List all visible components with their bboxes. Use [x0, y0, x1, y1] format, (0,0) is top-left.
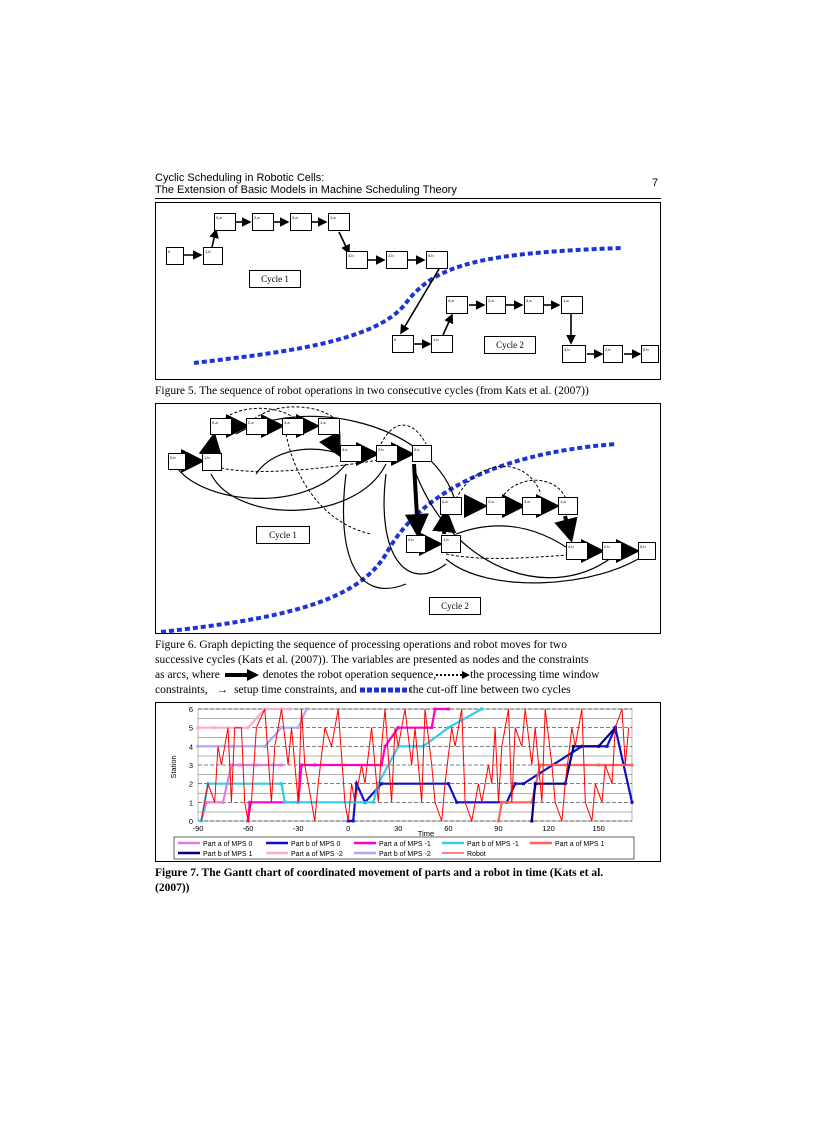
y-axis-label: Station — [169, 755, 178, 779]
series-point — [283, 801, 286, 804]
page-number: 7 — [652, 177, 659, 189]
series-point — [430, 726, 433, 729]
dotted-arrow-icon — [436, 670, 470, 680]
series-point — [313, 801, 316, 804]
series-point — [447, 726, 450, 729]
g-node-1a-c2: 1,a — [558, 497, 578, 515]
g-node-2a-c2: 2,a — [486, 497, 506, 515]
series-point — [597, 764, 600, 767]
legend-entry: Part a of MPS -2 — [291, 851, 343, 858]
node-0-c2: 0 — [392, 335, 414, 353]
legend-entry: Part b of MPS -1 — [467, 841, 519, 848]
g-node-5b-c2: 5,b — [638, 542, 656, 560]
cycle-1-label: Cycle 1 — [249, 270, 301, 288]
series-point — [230, 764, 233, 767]
g-node-2b-c2: 2,b — [602, 542, 622, 560]
series-point — [631, 801, 634, 804]
node-3a: 3,a — [290, 213, 312, 231]
series-point — [522, 782, 525, 785]
g-node-0a: 0,a — [210, 418, 232, 435]
running-title-line2: The Extension of Basic Models in Machine Scheduling Theory — [155, 184, 457, 196]
figure-6-caption-2: successive cycles (Kats et al. (2007)). The variables are presented as nodes and the constraints — [155, 654, 589, 666]
dashed-blue-line-icon — [360, 686, 410, 694]
caption-4c: the cut-off line between two cycles — [409, 684, 571, 696]
x-tick-label: 150 — [592, 824, 605, 833]
thin-arrow-icon: → — [216, 684, 229, 696]
series-point — [197, 745, 200, 748]
g-node-1a: 1,a — [318, 418, 340, 435]
cycle-2-label: Cycle 2 — [484, 336, 536, 354]
g-node-3a: 3,a — [282, 418, 304, 435]
node-2a-c2: 2,a — [486, 296, 506, 314]
node-1b-c2: 1,b — [431, 335, 453, 353]
series-point — [280, 726, 283, 729]
node-4b-c2: 4,b — [562, 345, 586, 363]
series-point — [455, 801, 458, 804]
series-point — [497, 820, 500, 823]
series-point — [263, 745, 266, 748]
gantt-chart — [156, 703, 660, 861]
g-node-0-c2: 0,b — [406, 535, 426, 553]
series-point — [434, 708, 437, 711]
series-line-4 — [499, 765, 633, 821]
legend-entry: Part b of MPS 1 — [203, 851, 253, 858]
series-point — [500, 801, 503, 804]
series-point — [313, 764, 316, 767]
g-node-1b-c2: 1,b — [441, 535, 461, 553]
series-point — [372, 801, 375, 804]
figure-5-caption: Figure 5. The sequence of robot operations in two consecutive cycles (from Kats et al. (2007)) — [155, 385, 589, 397]
caption-3b: denotes the robot operation sequence, — [262, 669, 437, 681]
caption-4a: constraints, — [155, 684, 208, 696]
series-point — [447, 782, 450, 785]
g-node-1b: 1,b — [202, 453, 222, 471]
figure-5 — [155, 202, 661, 380]
node-4b: 4,b — [346, 251, 368, 269]
figure-6-caption-3 — [155, 668, 675, 683]
caption-4b: setup time constraints, and — [234, 684, 357, 696]
figure-6-caption-4 — [155, 683, 675, 698]
y-tick-label: 2 — [188, 779, 193, 789]
series-point — [238, 764, 241, 767]
y-tick-label: 3 — [188, 761, 193, 770]
caption-3c: the processing time window — [470, 669, 600, 681]
caption-3a: as arcs, where — [155, 669, 220, 681]
series-point — [230, 745, 233, 748]
x-tick-label: 30 — [394, 824, 403, 833]
series-point — [213, 726, 216, 729]
node-0a: 0,a — [214, 213, 236, 231]
series-point — [514, 782, 517, 785]
series-point — [222, 801, 225, 804]
x-tick-label: 90 — [494, 824, 503, 833]
g-cycle-2-label: Cycle 2 — [429, 597, 481, 615]
series-point — [247, 726, 250, 729]
node-1a: 1,a — [328, 213, 350, 231]
series-line-6 — [198, 709, 290, 728]
node-0-start: 0 — [166, 247, 184, 265]
series-point — [305, 708, 308, 711]
series-point — [564, 764, 567, 767]
node-0a-c2: 0,a — [446, 296, 468, 314]
series-point — [288, 708, 291, 711]
g-node-0: 0,b — [168, 453, 186, 470]
y-tick-label: 6 — [188, 705, 193, 714]
g-node-5b: 5,b — [412, 445, 432, 462]
series-point — [255, 764, 258, 767]
legend-entry: Part a of MPS 0 — [203, 841, 253, 848]
node-1b: 1,b — [203, 247, 223, 265]
y-tick-label: 0 — [188, 817, 193, 826]
x-tick-label: 0 — [346, 824, 351, 833]
g-cycle-1-label: Cycle 1 — [256, 526, 310, 544]
series-point — [297, 726, 300, 729]
running-title-line1: Cyclic Scheduling in Robotic Cells: — [155, 172, 325, 184]
node-2a: 2,a — [252, 213, 274, 231]
node-5b: 5,b — [426, 251, 448, 269]
series-point — [530, 820, 533, 823]
x-tick-label: -60 — [242, 824, 254, 833]
node-1a-c2: 1,a — [561, 296, 583, 314]
g-node-3a-c2: 3,a — [522, 497, 542, 515]
y-tick-label: 5 — [188, 723, 193, 733]
x-tick-label: 60 — [444, 824, 453, 833]
g-node-2a: 2,a — [246, 418, 268, 435]
series-point — [280, 764, 283, 767]
figure-6-caption-1: Figure 6. Graph depicting the sequence of processing operations and robot moves for two — [155, 639, 567, 651]
header-rule — [155, 198, 661, 199]
series-point — [534, 782, 537, 785]
figure-7-caption-2: (2007)) — [155, 882, 190, 894]
y-tick-label: 1 — [188, 798, 193, 808]
series-point — [280, 782, 283, 785]
legend-entry: Part a of MPS -1 — [379, 841, 431, 848]
x-tick-label: 120 — [542, 824, 555, 833]
g-node-4b: 4,b — [340, 445, 362, 462]
figure-7 — [155, 702, 661, 862]
series-point — [197, 726, 200, 729]
g-node-4b-c2: 4,b — [566, 542, 588, 560]
figure-6 — [155, 403, 661, 634]
legend-entry: Part a of MPS 1 — [555, 841, 605, 848]
figure-6-graph — [156, 404, 660, 633]
figure-7-caption-1: Figure 7. The Gantt chart of coordinated movement of parts and a robot in time (Kats et al. — [155, 867, 604, 879]
series-point — [300, 764, 303, 767]
x-tick-label: -90 — [192, 824, 204, 833]
node-3a-c2: 3,a — [524, 296, 544, 314]
thick-arrow-icon — [225, 669, 261, 681]
series-point — [447, 708, 450, 711]
legend-entry: Robot — [467, 851, 486, 858]
series-point — [383, 745, 386, 748]
legend-entry: Part b of MPS 0 — [291, 841, 341, 848]
y-tick-label: 4 — [188, 742, 193, 752]
series-point — [597, 745, 600, 748]
x-tick-label: -30 — [292, 824, 304, 833]
series-point — [480, 708, 483, 711]
series-point — [380, 782, 383, 785]
legend-entry: Part b of MPS -2 — [379, 851, 431, 858]
node-2b-c2: 2,b — [603, 345, 623, 363]
series-point — [414, 745, 417, 748]
g-node-2b: 2,b — [376, 445, 398, 462]
node-2b: 2,b — [386, 251, 408, 269]
series-point — [631, 764, 634, 767]
series-point — [397, 726, 400, 729]
series-point — [352, 820, 355, 823]
series-point — [605, 745, 608, 748]
g-node-0a-c2: 0,a — [440, 497, 462, 515]
x-axis-label: Time — [417, 829, 435, 838]
node-5b-c2: 5,b — [641, 345, 659, 363]
